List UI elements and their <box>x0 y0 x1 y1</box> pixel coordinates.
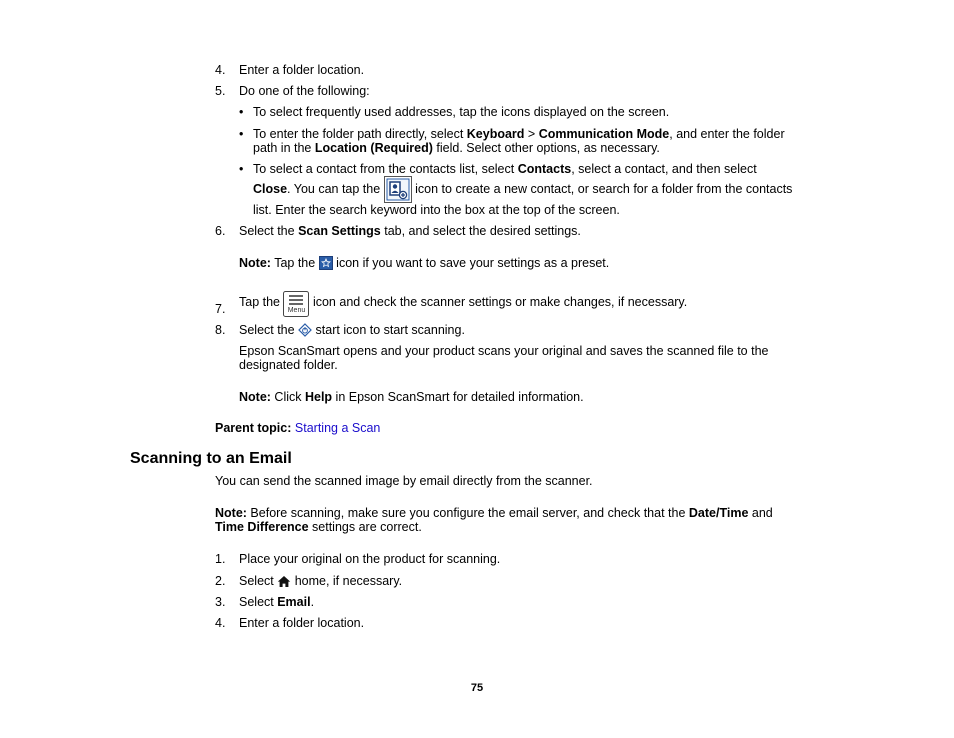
note-text: Note: Tap the icon if you want to save your settings as a preset. <box>239 256 610 270</box>
home-icon <box>277 575 291 588</box>
body-paragraph: Epson ScanSmart opens and your product scans your original and saves the scanned file to the <box>239 344 769 358</box>
note-label: Note: <box>239 256 271 270</box>
communication-mode-label: Communication Mode <box>538 127 670 141</box>
bullet-text: To enter the folder path directly, select Keyboard > Communication Mode, and enter the folder <box>253 127 785 141</box>
step-text: Do one of the following: <box>239 84 370 98</box>
bullet-text: To select a contact from the contacts list, select Contacts, select a contact, and then select <box>253 162 757 176</box>
step-text: Select home, if necessary. <box>239 574 403 588</box>
preset-star-icon <box>319 256 333 270</box>
date-time-label: Date/Time <box>688 506 749 520</box>
step-number: 7. <box>215 302 226 316</box>
menu-icon <box>283 291 309 317</box>
bullet-text: To select frequently used addresses, tap the icons displayed on the screen. <box>253 105 670 119</box>
step-text: Enter a folder location. <box>239 616 365 630</box>
starting-a-scan-link[interactable]: Starting a Scan <box>294 421 381 435</box>
step-number: 3. <box>215 595 226 609</box>
note-label: Note: <box>239 390 271 404</box>
note-text: Note: Click Help in Epson ScanSmart for detailed information. <box>239 390 584 404</box>
step-text: Place your original on the product for scanning. <box>239 552 501 566</box>
step-number: 4. <box>215 616 226 630</box>
step-number: 1. <box>215 552 226 566</box>
step-text: Select Email. <box>239 595 315 609</box>
time-difference-label: Time Difference <box>215 520 309 534</box>
step-number: 5. <box>215 84 226 98</box>
bullet-marker: • <box>239 162 244 176</box>
contact-add-icon <box>384 176 412 203</box>
note-text: Note: Before scanning, make sure you configure the email server, and check that the Date/Time and <box>215 506 773 520</box>
close-label: Close <box>253 182 288 196</box>
scan-settings-label: Scan Settings <box>298 224 381 238</box>
bullet-marker: • <box>239 127 244 141</box>
step-text: Tap the Menu icon and check the scanner settings or make changes, if necessary. <box>239 288 687 317</box>
keyboard-label: Keyboard <box>466 127 525 141</box>
menu-icon-label: Menu <box>287 307 306 314</box>
body-paragraph: designated folder. <box>239 358 338 372</box>
section-intro: You can send the scanned image by email directly from the scanner. <box>215 474 593 488</box>
step-number: 2. <box>215 574 226 588</box>
location-required-label: Location (Required) <box>314 141 433 155</box>
section-heading: Scanning to an Email <box>130 450 292 467</box>
bullet-marker: • <box>239 105 244 119</box>
step-text: Select the Scan Settings tab, and select the desired settings. <box>239 224 581 238</box>
contacts-label: Contacts <box>517 162 572 176</box>
email-label: Email <box>277 595 311 609</box>
note-label: Note: <box>215 506 247 520</box>
parent-topic-label: Parent topic: <box>215 421 292 435</box>
note-text: Time Difference settings are correct. <box>215 520 422 534</box>
step-number: 4. <box>215 63 226 77</box>
step-text: Select the start icon to start scanning. <box>239 323 465 337</box>
bullet-text: Close. You can tap the icon to create a new contact, or search for a folder from the contacts <box>253 176 792 203</box>
start-diamond-icon <box>298 323 312 337</box>
step-number: 8. <box>215 323 226 337</box>
bullet-text: path in the Location (Required) field. Select other options, as necessary. <box>253 141 660 155</box>
step-text: Enter a folder location. <box>239 63 365 77</box>
help-label: Help <box>304 390 333 404</box>
parent-topic <box>215 421 380 436</box>
page-number: 75 <box>470 682 484 694</box>
step-number: 6. <box>215 224 226 238</box>
bullet-text: list. Enter the search keyword into the box at the top of the screen. <box>253 203 620 217</box>
